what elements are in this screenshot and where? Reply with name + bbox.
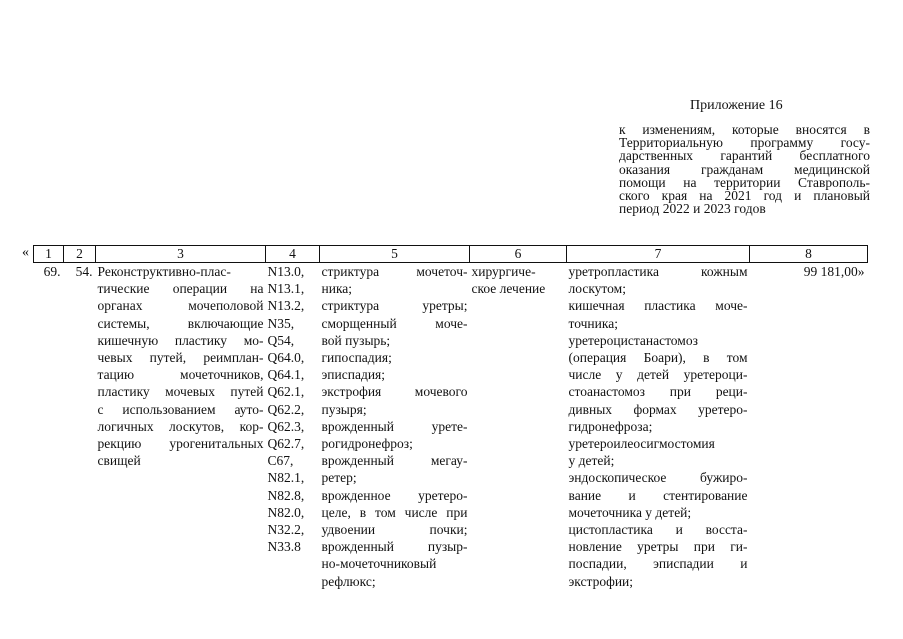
text-line: мочеточника у детей; [568,504,692,520]
code: Q54, [267,332,295,348]
text-line: стриктура уретры; [321,298,468,314]
text-line: свищей [97,453,141,469]
text-line: у детей; [568,453,615,469]
text-line: с использованием ауто- [97,401,264,417]
code: N13.0, [267,264,305,279]
text-line: сморщенный моче- [321,315,468,331]
code: Q62.3, [267,418,305,434]
code: Q62.2, [267,401,305,417]
text-line: целе, в том числе при [321,504,468,520]
text-line: удвоении почки; [321,522,468,538]
text-line: вой пузырь; [321,332,391,348]
text-line: органах мочеполовой [97,298,264,314]
text-line: дивных формах уретеро- [568,401,748,417]
code: Q64.0, [267,350,305,366]
text-line: ретер; [321,470,357,486]
text-line: эндоскопическое бужиро- [568,470,748,486]
text-line: но-мочеточниковый [321,556,437,572]
column-header: 8 [750,246,868,263]
code: N33.8 [267,539,301,555]
text-line: врожденный урете- [321,418,468,434]
text-line: уретропластика кожным [568,264,748,279]
text-line: поспадии, эписпадии и [568,556,748,572]
code: N13.2, [267,298,305,314]
text-line: врожденный мегау- [321,453,468,469]
code: C67, [267,453,294,469]
row-subnumber: 54. [75,264,93,279]
text-line: хирургиче- [471,264,536,279]
code: Q62.7, [267,436,305,452]
treatment-methods [567,263,750,590]
text-line: (операция Боари), в том [568,350,748,366]
subtitle-line: Территориальную программу госу- [619,135,870,151]
subtitle-line: оказания гражданам медицинской [619,161,870,177]
text-line: рекцию урогенитальных [97,436,264,452]
text-line: рогидронефроз; [321,436,413,452]
column-header: 1 [34,246,64,263]
text-line: ское лечение [471,281,546,297]
text-line: Реконструктивно-плас- [97,264,231,279]
code: N13.1, [267,281,305,297]
text-line: уретероилеосигмостомия [568,436,715,452]
diagnosis-codes [266,263,320,590]
text-line: гидронефроза; [568,418,653,434]
table-header-row [34,246,868,263]
code: N32.2, [267,522,305,538]
text-line: ника; [321,281,353,297]
table-row [34,263,868,590]
text-line: тацию мочеточников, [97,367,264,383]
code: N82.8, [267,487,305,503]
code: Q62.1, [267,384,305,400]
row-number: 69. [43,264,61,279]
text-line: врожденное уретеро- [321,487,468,503]
subtitle-line: ского края на 2021 год и плановый [619,188,870,204]
column-header: 4 [266,246,320,263]
text-line: новление уретры при ги- [568,539,748,555]
appendix-title: Приложение 16 [690,98,783,113]
column-header: 7 [567,246,750,263]
text-line: тические операции на [97,281,264,297]
text-line: пузыря; [321,401,367,417]
column-header: 2 [64,246,96,263]
treatment-type [470,263,567,590]
column-header: 6 [470,246,567,263]
text-line: лоскутом; [568,281,626,297]
code: N82.1, [267,470,305,486]
code: N82.0, [267,504,305,520]
text-line: гипоспадия; [321,350,392,366]
text-line: эписпадия; [321,367,386,383]
subtitle-line: дарственных гарантий бесплатного [619,148,870,164]
text-line: стоанастомоз при реци- [568,384,748,400]
text-line: врожденный пузыр- [321,539,468,555]
text-line: экстрофия мочевого [321,384,468,400]
text-line: уретероцистанастомоз [568,332,698,348]
text-line: экстрофии; [568,573,634,589]
code: Q64.1, [267,367,305,383]
subtitle-line: к изменениям, которые вносятся в [619,122,870,137]
text-line: пластику мочевых путей [97,384,264,400]
text-line: цистопластика и восста- [568,522,748,538]
text-line: логичных лоскутов, кор- [97,418,264,434]
text-line: стриктура мочеточ- [321,264,468,279]
column-header: 5 [320,246,470,263]
text-line: рефлюкс; [321,573,376,589]
text-line: кишечная пластика моче- [568,298,748,314]
subtitle-line: помощи на территории Ставрополь- [619,174,870,190]
subtitle-line: период 2022 и 2023 годов [619,201,766,217]
text-line: чевых путей, реимплан- [97,350,264,366]
text-line: точника; [568,315,618,331]
column-header: 3 [96,246,266,263]
text-line: кишечную пластику мо- [97,332,264,348]
text-line: системы, включающие [97,315,264,331]
open-quote: « [22,245,29,260]
appendix-subtitle [619,123,870,215]
code: N35, [267,315,295,331]
amount: 99 181,00» [803,264,865,279]
text-line: вание и стентирование [568,487,748,503]
procedure-group [96,263,266,590]
text-line: числе у детей уретероци- [568,367,748,383]
services-table [33,245,868,590]
patient-model [320,263,470,590]
